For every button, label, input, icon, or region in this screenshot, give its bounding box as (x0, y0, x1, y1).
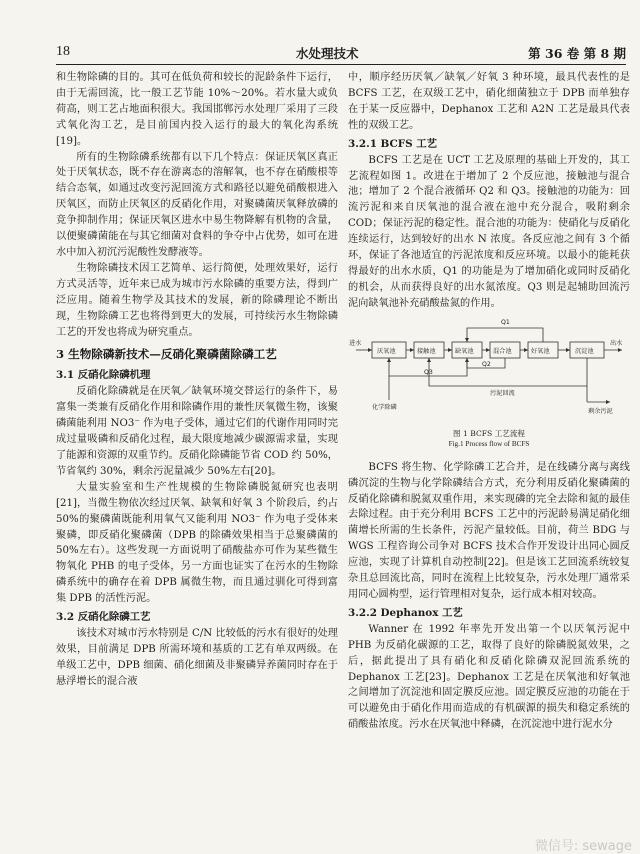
left-column (56, 70, 338, 838)
figure-caption-en: Fig.1 Process flow of BCFS (448, 439, 530, 448)
paragraph: 中，顺序经历厌氧／缺氧／好氧 3 种环境，最具代表性的是 BCFS 工艺，在双级工艺中，硝化细菌独立于 DPB 而单独存在于某一反应器中，Dephanox 工艺和 A2N 工艺是最具代表性的双级工艺。 (348, 72, 630, 131)
label-effluent: 出水 (610, 339, 623, 347)
paragraph: 反硝化除磷就是在厌氧／缺氧环境交替运行的条件下，易富集一类兼有反硝化作用和除磷作用的兼性厌氧微生物，该聚磷菌能利用 NO3⁻ 作为电子受体，通过它们的代谢作用同时完成过量吸磷和反硝化过程，最大限度地减少碳源需求量，实现了能源和资源的双重节约。反硝化除磷能节省 COD 约 50%，节省氧约 30%，剩余污泥量减少 50%左右[20]。 (56, 386, 338, 477)
subsection-heading: 3.2 反硝化除磷工艺 (56, 611, 151, 624)
label-aerobic: 好氧池 (531, 347, 550, 355)
journal-title: 水处理技术 (296, 46, 359, 61)
page-number: 18 (56, 44, 70, 59)
label-chemical-removal: 化学除磷 (372, 403, 397, 411)
page-header (56, 44, 626, 65)
label-excess-sludge: 剩余污泥 (588, 407, 613, 415)
subsection-heading: 3.2.1 BCFS 工艺 (348, 137, 438, 150)
paragraph: Wanner 在 1992 年率先开发出第一个以厌氧污泥中 PHB 为反硝化碳源的工艺，取得了良好的除磷脱氮效果，之后，据此提出了具有硝化和反硝化除磷双泥回流系统的 Dephanox 工艺[23]。Dephanox 工艺是在厌氧池和好氧池之间增加了沉淀池和固定膜反应池。固定膜反应池的功能在于可以避免由于硝化作用而造成的有机碳源的损失和稳定系统的硝酸盐浓度。污水在厌氧池中释磷，在沉淀池中进行泥水分 (348, 623, 630, 731)
paragraph: 和生物除磷的目的。其可在低负荷和较长的泥龄条件下运行，由于无需回流，比一般工艺节能 10%～20%。若水量大或负荷高，则工艺占地面积很大。我国邯郸污水处理厂采用了三段式氧化沟工艺，是目前国内投入运行的最大的氧化沟系统[19]。 (56, 72, 338, 147)
section-heading: 3 生物除磷新技术—反硝化聚磷菌除磷工艺 (56, 347, 277, 362)
label-return-sludge: 污泥回流 (490, 389, 515, 397)
subsection-heading: 3.1 反硝化除磷机理 (56, 369, 151, 382)
paragraph: BCFS 工艺是在 UCT 工艺及原理的基础上开发的，其工艺流程如图 1。改进在于增加了 2 个反应池，接触池与混合池；增加了 2 个混合液循环 Q2 和 Q3。接触池的功能为：回流污泥和来自厌氧池的混合液在池中充分混合，吸附剩余 COD；保证污泥的稳定性。混合池的功能为：使硝化与反硝化连续运行，达到较好的出水 N 浓度。各反应池之间有 3 个循环，保证了各池适宜的污泥浓度和反应环境。以最小的能耗获得最好的出水水质，Q1 的功能是为了增加硝化或同时反硝化的机会，从而获得良好的出水氮浓度。Q3 则是起辅助回流污泥向缺氧池补充硝酸盐氮的作用。 (348, 154, 630, 309)
issue-label: 第 36 卷 第 8 期 (528, 46, 626, 61)
paragraph: 该技术对城市污水特别是 C/N 比较低的污水有很好的处理效果，目前满足 DPB 所需环境和基质的工艺有单双两级。在单级工艺中，DPB 细菌、硝化细菌及非聚磷异养菌同时存在于悬浮增长的混合液 (56, 628, 338, 687)
label-inflow: 进水 (349, 339, 362, 347)
paragraph: BCFS 将生物、化学除磷工艺合并，是在线磷分离与离线磷沉淀的生物与化学除磷结合方式，充分利用反硝化聚磷菌的反硝化除磷和脱氮双重作用，来实现磷的完全去除和氮的最佳去除过程。由于充分利用 BCFS 工艺中的污泥龄易满足硝化细菌增长所需的生长条件，污泥产量较低。目前，荷兰 BDG 与 WGS 工程咨询公司争对 BCFS 技术合作开发设计出同心圆反应池，实现了计算机自动控制[22]。但是该工艺回流系统较复杂且总回流比高，同时在流程上比较复杂，污水处理厂通常采用同心圆构型，运行管理相对复杂，运行成本相对较高。 (348, 461, 630, 600)
label-anoxic: 缺氧池 (455, 347, 474, 355)
bcfs-flow-diagram (348, 316, 630, 428)
paragraph: 生物除磷技术因工艺简单、运行简便，处理效果好，运行方式灵活等，近年来已成为城市污水除磷的重要方法，得到广泛应用。随着生物学及其技术的发展，新的除磷理论不断出现，生物除磷工艺也将得到更大的发展，可持续污水生物除磷工艺的开发也将成为研究重点。 (56, 262, 338, 338)
paragraph: 所有的生物除磷系统都有以下几个特点：保证厌氧区真正处于厌氧状态，既不存在游离态的溶解氧，也不存在硝酸根等结合态氧，如通过改变污泥回流方式和路径以避免硝酸根进入厌氧区，而防止厌氧区的反硝化作用，对聚磷菌厌氧释放磷的竞争抑制作用；保证厌氧区进水中易生物降解有机物的含量，以便聚磷菌能在与其它细菌对食料的争夺中占优势，如可在进水中加入初沉污泥酸性发酵液等。 (56, 151, 338, 258)
right-column (348, 70, 630, 838)
label-settler: 沉淀池 (575, 347, 594, 355)
label-q3: Q3 (424, 368, 433, 376)
label-contact: 接触池 (417, 347, 436, 355)
label-anaerobic: 厌氧池 (377, 347, 396, 355)
label-q1: Q1 (501, 318, 510, 326)
label-q2: Q2 (482, 360, 491, 368)
label-mixing: 混合池 (493, 347, 512, 355)
watermark-text: 微信号: sewage (534, 839, 632, 854)
subsection-heading: 3.2.2 Dephanox 工艺 (348, 606, 463, 619)
paragraph: 大量实验室和生产性规模的生物除磷脱氮研究也表明[21]，当微生物依次经过厌氧、缺氧和好氧 3 个阶段后，约占 50%的聚磷菌既能利用氧气又能利用 NO3⁻ 作为电子受体来聚磷，即反硝化聚磷菌（DPB 的除磷效果相当于总聚磷菌的 50%左右）。这些发现一方面说明了硝酸盐亦可作为某些微生物氧化 PHB 的电子受体，另一方面也证实了在污水的生物除磷系统中的确存在着 DPB 属微生物，而且通过驯化可得到富集 DPB 的活性污泥。 (56, 481, 338, 605)
figure-caption-cn: 图 1 BCFS 工艺流程 (452, 428, 526, 438)
